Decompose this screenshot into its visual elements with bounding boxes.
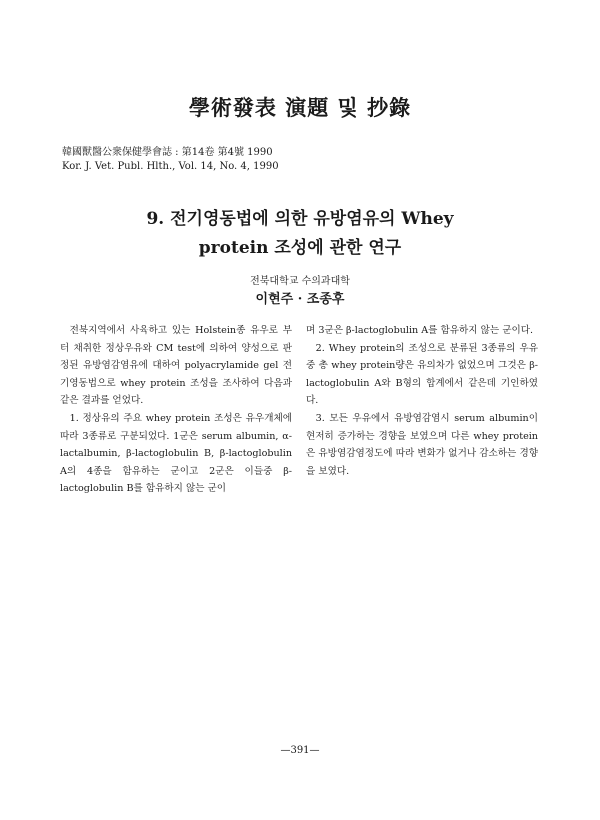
page-number: —391—	[280, 745, 320, 756]
abstract-paragraph: 전북지역에서 사육하고 있는 Holstein종 유우로 부터 채취한 정상우유와 CM test에 의하여 양성으로 판정된 유방염감염유에 대하여 polyacrylamide gel 전기영동법으로 whey protein 조성을 조사하여 다음과 같은 결과를 얻었다.	[60, 325, 292, 407]
journal-citation-english: Kor. J. Vet. Publ. Hlth., Vol. 14, No. 4, 1990	[62, 161, 279, 172]
article-title	[0, 205, 600, 263]
section-heading: 學術發表 演題 및 抄錄	[188, 95, 412, 120]
author-names: 이현주 · 조종후	[255, 292, 345, 307]
author-affiliation: 전북대학교 수의과대학	[250, 276, 350, 287]
abstract-paragraph: 3. 모든 우유에서 유방염감염시 serum albumin이 현저히 증가하는 경향을 보였으며 다른 whey protein은 유방염감염정도에 따라 변화가 없거나 감소하는 경향을 보였다.	[306, 412, 538, 477]
article-title-line-1: 9. 전기영동법에 의한 유방염유의 Whey	[146, 209, 454, 229]
journal-citation	[62, 146, 279, 174]
abstract-paragraph: 2. Whey protein의 조성으로 분류된 3종류의 우유중 총 whey protein량은 유의차가 없었으며 그것은 β-lactoglobulin A와 B형의 합계에서 같은데 기인하였다.	[306, 342, 538, 407]
journal-citation-korean: 韓國獸醫公衆保健學會誌 : 第14卷 第4號 1990	[62, 147, 273, 158]
body-column-left	[60, 322, 292, 498]
body-column-right	[306, 322, 538, 480]
abstract-paragraph: 1. 정상유의 주요 whey protein 조성은 유우개체에 따라 3종류로 구분되었다. 1군은 serum albumin, α-lactalbumin, β-lactoglobulin B, β-lactoglobulin A의 4종을 함유하는 군이고 2군은 이들중 β-lactoglobulin B를 함유하지 않는 군이	[60, 412, 292, 495]
abstract-paragraph: 며 3군은 β-lactoglobulin A를 함유하지 않는 군이다.	[306, 325, 534, 336]
article-title-line-2: protein 조성에 관한 연구	[198, 238, 402, 258]
